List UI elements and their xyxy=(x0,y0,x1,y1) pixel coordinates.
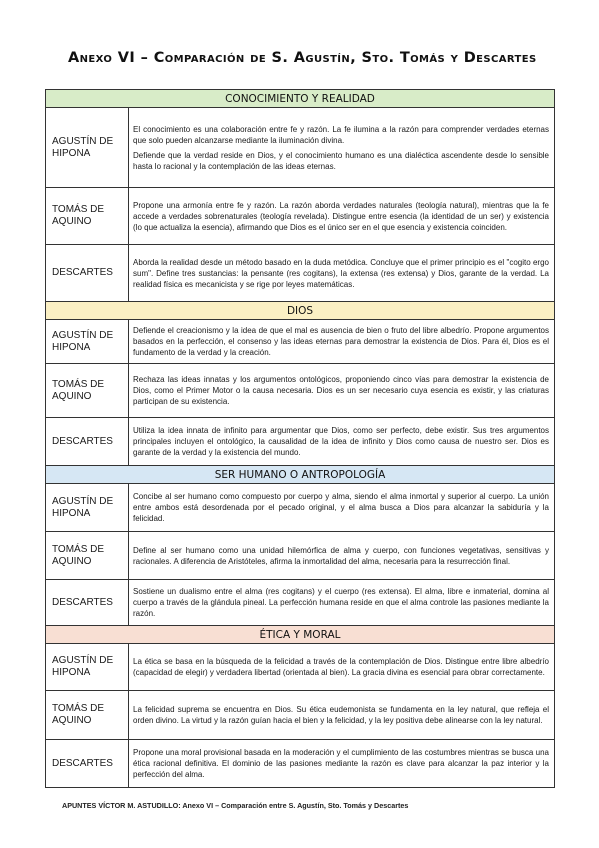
description-paragraph: Defiende el creacionismo y la idea de que el mal es ausencia de bien o fruto del libre albedrío. Propone argumentos basados en la perfección, el consenso y las ideas eternas para demostrar la existencia de Dios. Para él, Dios es el fundamento de la verdad y la creación. xyxy=(133,326,549,357)
description-paragraph: Concibe al ser humano como compuesto por cuerpo y alma, siendo el alma inmortal y superior al cuerpo. La unión entre ambos está desordenada por el pecado original, y el alma busca a Dios para alcanzar la sabiduría y la felicidad. xyxy=(133,492,549,523)
section-header-etica: ÉTICA Y MORAL xyxy=(46,626,555,644)
author-cell: AGUSTÍN DE HIPONA xyxy=(46,484,129,532)
table-row xyxy=(46,691,555,740)
table-row xyxy=(46,245,555,302)
description-paragraph: La ética se basa en la búsqueda de la felicidad a través de la contemplación de Dios. Distingue entre libre albedrío (capacidad de elegir) y verdadera libertad (orientada al bien). La gracia divina es esencial para obrar correctamente. xyxy=(133,657,549,677)
section-header-ser-humano: SER HUMANO O ANTROPOLOGÍA xyxy=(46,466,555,484)
description-paragraph: El conocimiento es una colaboración entre fe y razón. La fe ilumina a la razón para comprender verdades eternas que solo pueden alcanzarse mediante la iluminación divina. xyxy=(133,124,549,145)
author-cell: TOMÁS DE AQUINO xyxy=(46,532,129,580)
description-paragraph: Define al ser humano como una unidad hilemórfica de alma y cuerpo, con funciones vegetativas, sensitivas y racionales. A diferencia de Aristóteles, afirma la inmortalidad del alma, necesaria para la resurrección final. xyxy=(133,545,549,566)
author-cell: DESCARTES xyxy=(46,245,129,302)
description-paragraph: Propone una moral provisional basada en la moderación y el cumplimiento de las costumbres mientras se busca una ética racional definitiva. El dominio de las pasiones mediante la razón es clave para alcanzar la paz interior y la perfección del alma. xyxy=(133,748,549,779)
table-row xyxy=(46,320,555,364)
author-cell: AGUSTÍN DE HIPONA xyxy=(46,644,129,691)
author-cell: DESCARTES xyxy=(46,418,129,466)
table-row xyxy=(46,364,555,418)
description-paragraph: Sostiene un dualismo entre el alma (res cogitans) y el cuerpo (res extensa). El alma, libre e inmaterial, domina al cuerpo a través de la glándula pineal. La perfección humana reside en que el alma controle las pasiones mediante la razón. xyxy=(133,587,549,618)
description-cell xyxy=(129,532,555,580)
table-row xyxy=(46,484,555,532)
description-cell xyxy=(129,320,555,364)
comparison-table xyxy=(45,89,555,788)
author-cell: AGUSTÍN DE HIPONA xyxy=(46,108,129,188)
description-cell xyxy=(129,691,555,740)
table-row xyxy=(46,108,555,188)
section-header-dios: DIOS xyxy=(46,302,555,320)
description-cell xyxy=(129,188,555,245)
section-header-conocimiento: CONOCIMIENTO Y REALIDAD xyxy=(46,90,555,108)
description-cell xyxy=(129,245,555,302)
table-row xyxy=(46,740,555,788)
description-paragraph: Utiliza la idea innata de infinito para argumentar que Dios, como ser perfecto, debe existir. Sus tres argumentos principales incluyen el ontológico, la causalidad de la idea de infinito y Dios como causa de nuestro ser. Dios es garante de la verdad y la existencia del mundo. xyxy=(133,426,549,457)
table-row xyxy=(46,188,555,245)
description-cell xyxy=(129,108,555,188)
description-cell xyxy=(129,484,555,532)
table-row xyxy=(46,418,555,466)
author-cell: TOMÁS DE AQUINO xyxy=(46,691,129,740)
author-cell: DESCARTES xyxy=(46,580,129,626)
author-cell: AGUSTÍN DE HIPONA xyxy=(46,320,129,364)
table-row xyxy=(46,644,555,691)
author-cell: TOMÁS DE AQUINO xyxy=(46,364,129,418)
page-title: Anexo VI – Comparación de S. Agustín, Sto. Tomás y Descartes xyxy=(68,50,537,66)
description-cell xyxy=(129,644,555,691)
page-footer: APUNTES VÍCTOR M. ASTUDILLO: Anexo VI – Comparación entre S. Agustín, Sto. Tomás y Descartes xyxy=(62,801,409,810)
description-cell xyxy=(129,580,555,626)
description-paragraph: Aborda la realidad desde un método basado en la duda metódica. Concluye que el primer principio es el "cogito ergo sum". Define tres sustancias: la pensante (res cogitans), la extensa (res extensa) y Dios, garante de la verdad. La realidad física es mecanicista y se rige por leyes matemáticas. xyxy=(133,257,549,289)
description-paragraph: Defiende que la verdad reside en Dios, y el conocimiento humano es una dialéctica ascendente desde lo sensible hasta lo racional y la contemplación de las ideas eternas. xyxy=(133,150,549,171)
description-cell xyxy=(129,364,555,418)
section-conocimiento xyxy=(46,90,555,302)
table-row xyxy=(46,532,555,580)
description-cell xyxy=(129,418,555,466)
author-cell: TOMÁS DE AQUINO xyxy=(46,188,129,245)
section-etica xyxy=(46,626,555,788)
table-row xyxy=(46,580,555,626)
section-dios xyxy=(46,302,555,466)
description-cell xyxy=(129,740,555,788)
section-ser-humano xyxy=(46,466,555,626)
author-cell: DESCARTES xyxy=(46,740,129,788)
description-paragraph: Propone una armonía entre fe y razón. La razón aborda verdades naturales (teología natural), mientras que la fe accede a verdades sobrenaturales (teología revelada). Distingue entre esencia (la identidad de un ser) y existencia (lo que actualiza la esencia), afirmando que Dios es el único ser en el que esencia y existencia coinciden. xyxy=(133,200,549,232)
description-paragraph: La felicidad suprema se encuentra en Dios. Su ética eudemonista se fundamenta en la ley natural, que refleja el orden divino. La virtud y la razón guían hacia el bien y la felicidad, y la ley positiva debe alinearse con la ley natural. xyxy=(133,705,549,725)
description-paragraph: Rechaza las ideas innatas y los argumentos ontológicos, proponiendo cinco vías para demostrar la existencia de Dios, como el Primer Motor o la causa necesaria. Dios es un ser necesario cuya esencia es existir, y las criaturas participan de su existencia. xyxy=(133,375,549,406)
